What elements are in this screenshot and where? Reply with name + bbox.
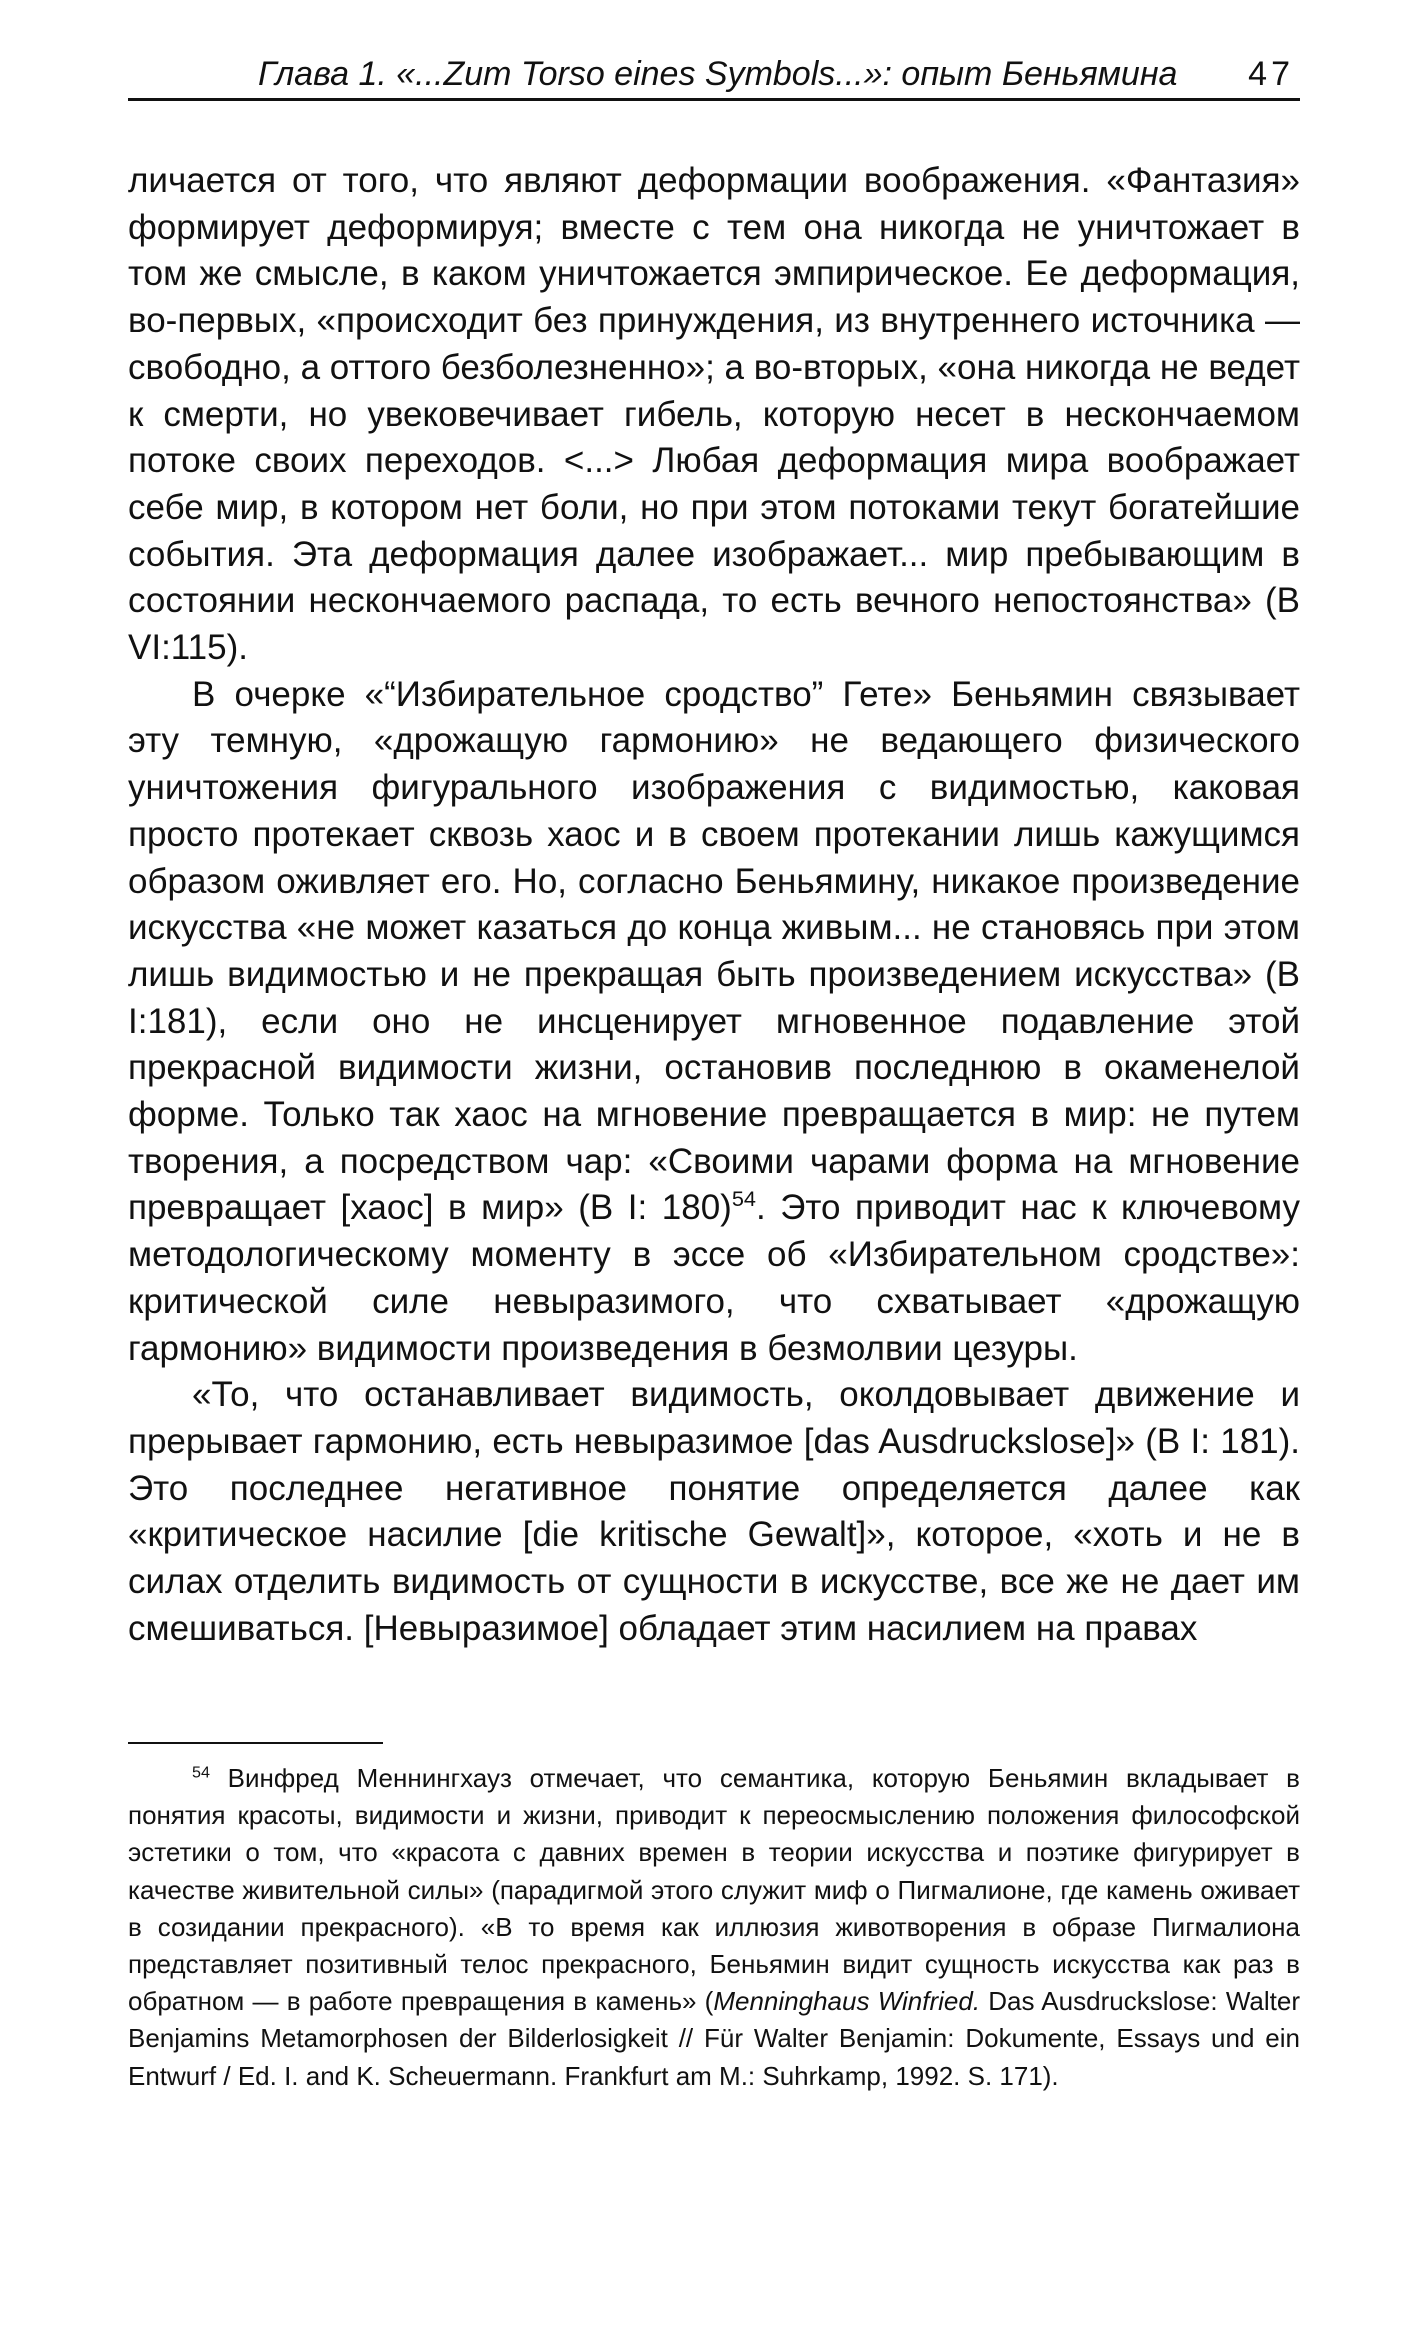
paragraph-1: личается от того, что являют деформации воображения. «Фантазия» формирует деформируя; вместе с тем она никогда не уничтожает в том же смысле, в каком уничтожается эмпирическое. Ее деформация, во-первых, «происходит без принуждения, из внутреннего источника — свободно, а оттого безболезненно»; а во-вторых, «она никогда не ведет к смерти, но увековечивает гибель, которую несет в нескончаемом потоке своих переходов. <...> Любая деформация мира воображает себе мир, в котором нет боли, но при этом потоками текут богатейшие события. Эта деформация далее изображает... мир пребывающим в состоянии нескончаемого распада, то есть вечного непостоянства» (B VI:115). — [128, 161, 1301, 668]
paragraph-2-text-a: В очерке «“Избирательное сродство” Гете» Беньямин связывает эту темную, «дрожащую гармонию» не ведающего физического уничтожения фигурального изображения с видимостью, каковая просто протекает сквозь хаос и в своем протекании лишь кажущимся образом оживляет его. Но, согласно Беньямину, никакое произведение искусства «не может казаться до конца живым... не становясь при этом лишь видимостью и не прекращая быть произведением искусства» (B I:181), если оно не инсценирует мгновенное подавление этой прекрасной видимости жизни, остановив последнюю в окаменелой форме. Только так хаос на мгновение превращается в мир: не путем творения, а посредством чар: «Своими чарами форма на мгновение превращает [хаос] в мир» (B I: 180) — [128, 674, 1300, 1228]
footnote-text: Винфред Меннингхауз отмечает, что семантика, которую Беньямин вкладывает в понятия красоты, видимости и жизни, приводит к переосмыслению положения философской эстетики о том, что «красота с давних времен в теории искусства и поэтике фигурирует в качестве живительной силы» (парадигмой этого служит миф о Пигмалионе, где камень оживает в созидании прекрасного). «В то время как иллюзия животворения в образе Пигмалиона представляет позитивный телос прекрасного, Беньямин видит сущность искусства как раз в обратном — в работе превращения в камень» ( — [128, 1763, 1300, 2017]
footnote-number: 54 — [192, 1763, 210, 1782]
running-title: Глава 1. «...Zum Torso eines Symbols...»: опыт Беньямина — [258, 55, 1178, 93]
paragraph-3: «То, что останавливает видимость, околдовывает движение и прерывает гармонию, есть невыразимое [das Ausdruckslose]» (B I: 181). Это последнее негативное понятие определяется далее как «критическое насилие [die kritische Gewalt]», которое, «хоть и не в силах отделить видимость от сущности в искусстве, все же не дает им смешиваться. [Невыразимое] обладает этим насилием на правах — [128, 1375, 1300, 1648]
footnote-reference[interactable]: 54 — [731, 1186, 756, 1212]
footnote-author: Menninghaus Winfried. — [713, 1986, 981, 2017]
header-rule — [128, 98, 1300, 101]
running-head — [128, 52, 1300, 96]
footnote-rule — [128, 1742, 383, 1744]
footnote-citation: Das Ausdruckslose: Walter Benjamins Metamorphosen der Bilderlosigkeit // Für Walter Benjamin: Dokumente, Essays und ein Entwurf / Ed. I. and K. Scheuermann. Frankfurt am M.: Suhrkamp, 1992. S. 171). — [128, 1986, 1300, 2091]
paragraph-2 — [128, 672, 1300, 1373]
paragraph-2-text-b: . Это приводит нас к ключевому методологическому моменту в эссе об «Избирательном сродстве»: критической силе невыразимого, что схватывает «дрожащую гармонию» видимости произведения в безмолвии цезуры. — [128, 1188, 1300, 1368]
footnote — [128, 1760, 1300, 2095]
main-text — [128, 158, 1300, 1653]
page-number: 47 — [1248, 55, 1294, 93]
footnote-54 — [128, 1760, 1300, 2095]
